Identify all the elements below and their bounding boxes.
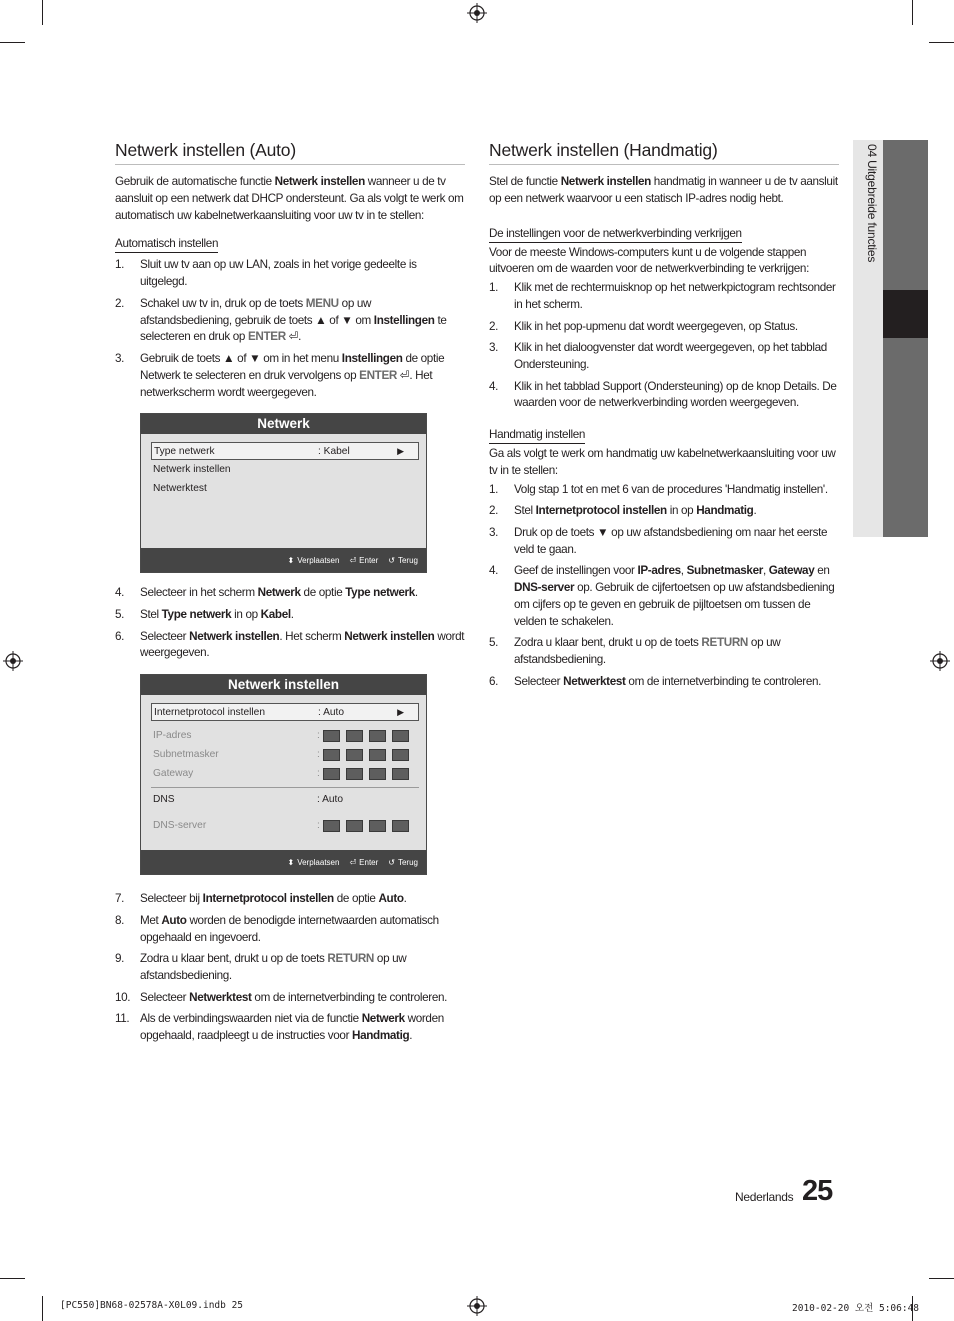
step-item <box>489 319 839 336</box>
step-number: 6. <box>489 674 499 688</box>
text-run: Zodra u klaar bent, drukt u op de toets <box>514 636 702 650</box>
osd-row-label: Subnetmasker <box>153 749 219 761</box>
osd-row-ip-protocol[interactable] <box>151 703 419 721</box>
emphasis-text: Netwerk instellen <box>189 629 280 643</box>
subheading-manual: Handmatig instellen <box>489 427 585 444</box>
osd-row-network-settings[interactable] <box>151 461 419 479</box>
text-run: Druk op de toets ▼ op uw afstandsbediening om naar het eerste veld te gaan. <box>514 525 828 556</box>
step-item <box>489 340 839 374</box>
step-list <box>115 891 465 1045</box>
step-number: 4. <box>489 564 499 578</box>
step-number: 1. <box>489 281 499 295</box>
step-item <box>115 607 465 624</box>
step-text <box>514 503 839 520</box>
text-run: op. Gebruik de cijfertoetsen op uw afstandsbediening om cijfers op te geven en gebruik de pijltoetsen om tussen de velden te schakelen. <box>514 580 835 628</box>
text-run: op uw afstandsbediening. <box>140 952 407 982</box>
step-item <box>115 585 465 602</box>
emphasis-text: Instellingen <box>341 351 403 365</box>
text-run: Geef de instellingen voor <box>514 564 638 578</box>
osd-network-screen <box>140 413 427 573</box>
emphasis-text: RETURN <box>327 952 375 966</box>
step-text <box>140 1011 465 1045</box>
emphasis-text: Netwerk instellen <box>344 629 435 643</box>
osd-row-ip-address[interactable] <box>151 727 419 745</box>
chapter-side-tab <box>853 140 928 537</box>
step-item <box>115 296 465 346</box>
text-run: in op <box>231 607 261 621</box>
registration-mark-icon <box>3 651 23 671</box>
text-run: op uw afstandsbediening. <box>514 636 781 666</box>
osd-row-label: DNS-server <box>153 820 207 832</box>
return-icon: ↺ <box>388 857 395 867</box>
section-heading-manual: Netwerk instellen (Handmatig) <box>489 138 839 165</box>
emphasis-text: Subnetmasker <box>686 564 763 578</box>
step-text <box>514 482 839 499</box>
emphasis-text: Netwerktest <box>189 990 252 1004</box>
osd-row-subnet[interactable] <box>151 746 419 764</box>
osd-row-dns-server[interactable] <box>151 817 419 835</box>
right-column <box>489 136 839 695</box>
step-number: 1. <box>489 482 499 496</box>
step-number: 2. <box>489 504 499 518</box>
step-number: 7. <box>115 892 125 906</box>
step-item <box>489 563 839 630</box>
osd-footer-move: ⬍ Verplaatsen <box>287 857 340 867</box>
emphasis-text: Type netwerk <box>345 586 415 600</box>
emphasis-text: ENTER <box>359 368 397 382</box>
intro-paragraph <box>489 174 839 208</box>
step-text <box>140 607 465 624</box>
text-run: Gebruik de toets ▲ of ▼ om in het menu <box>140 351 342 365</box>
text-run: Klik in het dialoogvenster dat wordt weergegeven, op het tabblad Ondersteuning. <box>514 341 827 371</box>
step-text <box>514 563 839 630</box>
step-text <box>140 913 465 947</box>
text-run: Ga als volgt te werk om handmatig uw kabelnetwerkaansluiting voor uw tv in te stellen: <box>489 446 836 477</box>
print-slug-left: [PC550]BN68-02578A-X0L09.indb 25 <box>60 1300 244 1311</box>
step-number: 8. <box>115 913 125 927</box>
subheading-get-settings: De instellingen voor de netwerkverbinding verkrijgen <box>489 226 742 243</box>
text-run: . Het scherm <box>279 629 345 643</box>
step-text <box>514 379 839 413</box>
enter-icon: ⏎ <box>349 555 357 565</box>
step-list <box>489 280 839 412</box>
osd-title: Netwerk <box>141 414 426 434</box>
step-number: 11. <box>115 1012 130 1026</box>
text-run: Gebruik de automatische functie <box>115 175 275 188</box>
text-run: ⏎. <box>285 330 302 344</box>
step-text <box>140 891 465 908</box>
osd-footer-back: ↺ Terug <box>388 555 418 565</box>
emphasis-text: MENU <box>305 296 339 310</box>
emphasis-text: Kabel <box>260 607 291 621</box>
text-run: ⏎. Het netwerkscherm wordt weergegeven. <box>140 368 433 399</box>
ip-field-boxes[interactable] <box>323 730 409 742</box>
gateway-field-boxes[interactable] <box>323 768 409 780</box>
text-run: Klik in het tabblad Support (Ondersteuning) op de knop Details. De waarden voor de netwerkverbinding worden weergegeven. <box>514 379 837 410</box>
step-number: 4. <box>489 379 499 393</box>
osd-footer-enter: ⏎ Enter <box>349 857 379 867</box>
crop-mark <box>42 0 43 25</box>
osd-footer-back: ↺ Terug <box>388 857 418 867</box>
text-run: Voor de meeste Windows-computers kunt u de volgende stappen uitvoeren om de waarden voor de netwerkverbinding te verkrijgen: <box>489 245 809 276</box>
step-text <box>514 340 839 374</box>
enter-icon: ⏎ <box>349 857 357 867</box>
crop-mark <box>929 42 954 43</box>
step-list <box>115 257 465 401</box>
dns-field-boxes[interactable] <box>323 820 409 832</box>
crop-mark <box>0 42 25 43</box>
osd-title: Netwerk instellen <box>141 675 426 695</box>
text-run: . <box>409 1028 413 1042</box>
crop-mark <box>929 1278 954 1279</box>
section-heading-auto: Netwerk instellen (Auto) <box>115 138 465 165</box>
step-item <box>115 951 465 985</box>
text-run: Met <box>140 913 162 927</box>
osd-footer <box>141 850 426 874</box>
step-item <box>489 482 839 499</box>
up-down-icon: ⬍ <box>287 857 295 867</box>
step-number: 5. <box>489 636 499 650</box>
step-item <box>489 674 839 691</box>
text-run: Stel <box>514 504 536 518</box>
step-number: 6. <box>115 629 125 643</box>
text-run: , <box>762 564 769 578</box>
text-run: Selecteer bij <box>140 892 203 906</box>
emphasis-text: Netwerk instellen <box>274 175 365 188</box>
emphasis-text: Gateway <box>768 564 815 578</box>
emphasis-text: DNS-server <box>514 580 575 594</box>
text-run: Zodra u klaar bent, drukt u op de toets <box>140 952 328 966</box>
text-run: Als de verbindingswaarden niet via de functie <box>140 1012 362 1026</box>
osd-row-colon: : <box>317 730 320 742</box>
step-text <box>140 629 465 663</box>
text-run: Volg stap 1 tot en met 6 van de procedures 'Handmatig instellen'. <box>514 482 828 496</box>
text-run: de optie Netwerk te selecteren en druk vervolgens op <box>140 351 445 382</box>
step-number: 3. <box>489 341 499 355</box>
text-run: wordt weergegeven. <box>140 629 465 660</box>
osd-row-label: Internetprotocol instellen <box>154 707 265 719</box>
emphasis-text: Handmatig <box>696 504 754 518</box>
crop-mark <box>912 0 913 25</box>
text-run: wanneer u de tv aansluit op een netwerk dat DHCP ondersteunt. Ga als volgt te werk om automatisch uw kabelnetwerkaansluiting voor uw tv in te stellen: <box>115 175 464 222</box>
step-text <box>514 525 839 559</box>
emphasis-text: Netwerktest <box>563 674 626 688</box>
osd-footer-move: ⬍ Verplaatsen <box>287 555 340 565</box>
text-run: . <box>753 504 757 518</box>
paragraph <box>489 245 839 279</box>
step-item <box>115 351 465 401</box>
step-number: 4. <box>115 586 125 600</box>
step-text <box>140 296 465 346</box>
up-down-icon: ⬍ <box>287 555 295 565</box>
paragraph <box>489 446 839 480</box>
step-number: 9. <box>115 952 125 966</box>
subnet-field-boxes[interactable] <box>323 749 409 761</box>
step-number: 2. <box>115 296 125 310</box>
registration-mark-icon <box>930 651 950 671</box>
step-item <box>115 257 465 291</box>
osd-network-settings-screen <box>140 674 427 875</box>
arrow-right-icon: ▶ <box>397 446 404 457</box>
text-run: worden opgehaald, raadpleegt u de instructies voor <box>140 1012 444 1042</box>
step-item <box>489 503 839 520</box>
step-list <box>115 585 465 662</box>
osd-footer <box>141 548 426 572</box>
step-item <box>489 525 839 559</box>
text-run: . <box>403 892 407 906</box>
emphasis-text: RETURN <box>701 636 749 650</box>
emphasis-text: Netwerk instellen <box>560 175 651 188</box>
text-run: in op <box>666 504 697 518</box>
text-run: Stel <box>140 607 162 621</box>
emphasis-text: Netwerk <box>361 1012 405 1026</box>
emphasis-text: Internetprotocol instellen <box>535 504 667 518</box>
text-run: , <box>680 564 687 578</box>
registration-mark-icon <box>467 3 487 23</box>
text-run: de optie <box>300 586 346 600</box>
step-number: 2. <box>489 319 499 333</box>
page-number: 25 <box>802 1175 833 1207</box>
emphasis-text: Auto <box>161 913 187 927</box>
step-text <box>514 674 839 691</box>
intro-paragraph <box>115 174 465 224</box>
text-run: handmatig in wanneer u de tv aansluit op een netwerk waarvoor u een statisch IP-adres nodig hebt. <box>489 175 838 205</box>
step-item <box>115 990 465 1007</box>
step-item <box>115 1011 465 1045</box>
return-icon: ↺ <box>388 555 395 565</box>
step-item <box>489 635 839 669</box>
crop-mark <box>42 1296 43 1321</box>
step-number: 10. <box>115 990 131 1004</box>
step-text <box>140 951 465 985</box>
text-run: Selecteer <box>140 990 190 1004</box>
emphasis-text: Handmatig <box>352 1028 410 1042</box>
osd-row-dns[interactable] <box>151 791 419 809</box>
footer-language: Nederlands <box>735 1190 794 1204</box>
text-run: Schakel uw tv in, druk op de toets <box>140 296 306 310</box>
osd-row-colon: : <box>317 749 320 761</box>
step-list <box>489 482 839 691</box>
emphasis-text: Auto <box>378 892 404 906</box>
osd-row-network-type[interactable] <box>151 442 419 460</box>
text-run: Selecteer <box>514 674 564 688</box>
text-run: Klik met de rechtermuisknop op het netwerkpictogram rechtsonder in het scherm. <box>514 281 836 311</box>
step-number: 3. <box>115 351 125 365</box>
osd-row-gateway[interactable] <box>151 765 419 783</box>
osd-row-label: Gateway <box>153 768 194 780</box>
emphasis-text: IP-adres <box>637 564 681 578</box>
osd-row-label: Netwerk instellen <box>153 464 231 476</box>
text-run: om de internetverbinding te controleren. <box>251 990 448 1004</box>
text-run: te selecteren en druk op <box>140 313 447 344</box>
emphasis-text: Instellingen <box>373 313 435 327</box>
text-run: Stel de functie <box>489 175 561 188</box>
text-run: op uw afstandsbediening, gebruik de toets ▲ of ▼ om <box>140 296 374 327</box>
step-text <box>514 319 839 336</box>
step-number: 5. <box>115 607 125 621</box>
step-number: 3. <box>489 525 499 539</box>
osd-row-value: : Auto <box>317 794 344 806</box>
osd-row-label: DNS <box>153 794 175 806</box>
text-run: de optie <box>333 892 379 906</box>
print-slug-right: 2010-02-20 오전 5:06:48 <box>792 1303 920 1314</box>
emphasis-text: ENTER <box>247 330 286 344</box>
osd-divider <box>151 787 419 788</box>
osd-row-value: : Auto <box>318 707 345 719</box>
text-run: Sluit uw tv aan op uw LAN, zoals in het vorige gedeelte is uitgelegd. <box>140 258 417 289</box>
osd-row-colon: : <box>317 820 320 832</box>
osd-row-label: Type netwerk <box>154 446 215 458</box>
osd-row-label: Netwerktest <box>153 483 207 495</box>
chapter-label: 04 Uitgebreide functies <box>865 144 879 263</box>
step-item <box>489 379 839 413</box>
subheading-automatic: Automatisch instellen <box>115 236 218 253</box>
step-text <box>514 635 839 669</box>
step-text <box>140 990 465 1007</box>
step-item <box>115 891 465 908</box>
text-run: Selecteer <box>140 629 190 643</box>
text-run: Klik in het pop-upmenu dat wordt weergegeven, op Status. <box>514 319 798 333</box>
text-run: worden de benodigde internetwaarden automatisch opgehaald en ingevoerd. <box>140 913 439 944</box>
osd-row-network-test[interactable] <box>151 480 419 498</box>
arrow-right-icon: ▶ <box>397 707 404 718</box>
left-column <box>115 136 465 1050</box>
osd-row-colon: : <box>317 768 320 780</box>
text-run: om de internetverbinding te controleren. <box>625 674 822 688</box>
text-run: Selecteer in het scherm <box>140 586 258 600</box>
text-run: . <box>414 586 418 600</box>
emphasis-text: Netwerk <box>257 586 301 600</box>
chapter-marker <box>883 290 928 338</box>
osd-row-value: : Kabel <box>318 446 350 458</box>
emphasis-text: Internetprotocol instellen <box>202 892 334 906</box>
text-run: en <box>814 564 830 578</box>
crop-mark <box>0 1278 25 1279</box>
step-text <box>514 280 839 314</box>
step-number: 1. <box>115 258 125 272</box>
emphasis-text: Type netwerk <box>161 607 232 621</box>
step-item <box>115 913 465 947</box>
step-text <box>140 585 465 602</box>
step-item <box>489 280 839 314</box>
step-item <box>115 629 465 663</box>
osd-footer-enter: ⏎ Enter <box>349 555 379 565</box>
step-text <box>140 257 465 291</box>
registration-mark-icon <box>467 1296 487 1316</box>
text-run: . <box>290 607 294 621</box>
osd-row-label: IP-adres <box>153 730 192 742</box>
step-text <box>140 351 465 401</box>
